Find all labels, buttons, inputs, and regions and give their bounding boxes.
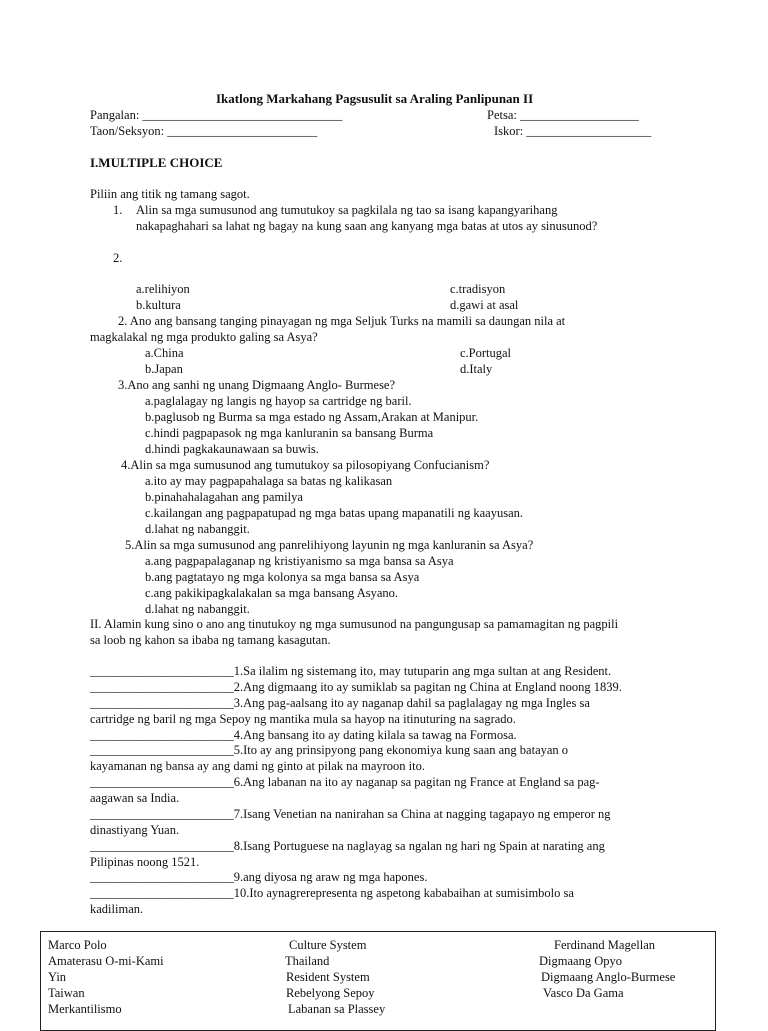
choice-item: Marco Polo (48, 938, 107, 952)
q1-line2: nakapaghahari sa lahat ng bagay na kung saan ang kanyang mga batas at utos ay sinusunod? (136, 219, 598, 233)
q5-option-b: b.ang pagtatayo ng mga kolonya sa mga bansa sa Asya (145, 570, 420, 584)
score-field: Iskor: ____________________ (494, 124, 652, 138)
page-title: Ikatlong Markahang Pagsusulit sa Araling Panlipunan II (216, 91, 534, 106)
q2-line2: magkalakal ng mga produkto galing sa Asya? (90, 330, 318, 344)
q1-number: 1. (113, 203, 123, 217)
identification-line: aagawan sa India. (90, 791, 180, 805)
choice-item: Ferdinand Magellan (554, 938, 656, 952)
identification-line: _______________________3.Ang pag-aalsang ito ay naganap dahil sa paglalagay ng mga Ingles sa (90, 696, 590, 710)
identification-line: _______________________7.Isang Venetian na nanirahan sa China at nagging tagapayo ng emperor ng (90, 807, 611, 821)
choice-item: Yin (48, 970, 67, 984)
section2-instruction-1: II. Alamin kung sino o ano ang tinutukoy ng mga sumusunod na pangungusap sa pamamagitan ng pagpili (90, 617, 619, 631)
q3-option-c: c.hindi pagpapasok ng mga kanluranin sa bansang Burma (145, 426, 434, 440)
q1-option-a: a.relihiyon (136, 282, 190, 296)
q1-option-c: c.tradisyon (450, 282, 506, 296)
blank-item-number: 2. (113, 251, 123, 265)
identification-line: _______________________8.Isang Portuguese na naglayag sa ngalan ng hari ng Spain at narating ang (90, 839, 605, 853)
section1-instruction: Piliin ang titik ng tamang sagot. (90, 187, 250, 201)
q4-option-b: b.pinahahalagahan ang pamilya (145, 490, 303, 504)
q1-option-b: b.kultura (136, 298, 181, 312)
identification-line: _______________________2.Ang digmaang ito ay sumiklab sa pagitan ng China at England noong 1839. (90, 680, 622, 694)
q4-line1: 4.Alin sa mga sumusunod ang tumutukoy sa pilosopiyang Confucianism? (121, 458, 490, 472)
choice-item: Digmaang Opyo (539, 954, 622, 968)
choice-item: Labanan sa Plassey (288, 1002, 386, 1016)
choice-item: Amaterasu O-mi-Kami (48, 954, 164, 968)
q2-option-d: d.Italy (460, 362, 493, 376)
choice-item: Digmaang Anglo-Burmese (541, 970, 676, 984)
choice-item: Rebelyong Sepoy (286, 986, 375, 1000)
q2-line1: 2. Ano ang bansang tanging pinayagan ng mga Seljuk Turks na mamili sa daungan nila at (118, 314, 566, 328)
name-field: Pangalan: ________________________________ (90, 108, 343, 122)
choice-item: Resident System (286, 970, 370, 984)
identification-line: kayamanan ng bansa ay ang dami ng ginto at pilak na mayroon ito. (90, 759, 425, 773)
choice-item: Vasco Da Gama (543, 986, 624, 1000)
q4-option-c: c.kailangan ang pagpapatupad ng mga batas upang mapanatili ng kaayusan. (145, 506, 523, 520)
q1-option-d: d.gawi at asal (450, 298, 519, 312)
q4-option-a: a.ito ay may pagpapahalaga sa batas ng kalikasan (145, 474, 393, 488)
q5-option-a: a.ang pagpapalaganap ng kristiyanismo sa mga bansa sa Asya (145, 554, 454, 568)
identification-line: Pilipinas noong 1521. (90, 855, 200, 869)
q4-option-d: d.lahat ng nabanggit. (145, 522, 250, 536)
q5-option-d: d.lahat ng nabanggit. (145, 602, 250, 616)
identification-line: cartridge ng baril ng mga Sepoy ng mantika mula sa hayop na itinuturing na sagrado. (90, 712, 516, 726)
q2-option-c: c.Portugal (460, 346, 512, 360)
section-field: Taon/Seksyon: ________________________ (90, 124, 318, 138)
identification-line: _______________________1.Sa ilalim ng sistemang ito, may tutuparin ang mga sultan at ang Resident. (90, 664, 612, 678)
choice-item: Culture System (289, 938, 367, 952)
choice-item: Thailand (285, 954, 330, 968)
choice-item: Taiwan (48, 986, 85, 1000)
identification-line: _______________________9.ang diyosa ng araw ng mga hapones. (90, 870, 428, 884)
q5-option-c: c.ang pakikipagkalakalan sa mga bansang Asyano. (145, 586, 399, 600)
q1-line1: Alin sa mga sumusunod ang tumutukoy sa pagkilala ng tao sa isang kapangyarihang (136, 203, 558, 217)
answer-choices-box (40, 931, 716, 1031)
q3-option-b: b.paglusob ng Burma sa mga estado ng Assam,Arakan at Manipur. (145, 410, 479, 424)
q2-option-a: a.China (145, 346, 184, 360)
identification-line: kadiliman. (90, 902, 144, 916)
identification-line: _______________________6.Ang labanan na ito ay naganap sa pagitan ng France at England sa pag- (90, 775, 600, 789)
section1-heading: I.MULTIPLE CHOICE (90, 155, 223, 170)
date-field: Petsa: ___________________ (487, 108, 639, 122)
q2-option-b: b.Japan (145, 362, 183, 376)
q3-line1: 3.Ano ang sanhi ng unang Digmaang Anglo- Burmese? (118, 378, 396, 392)
choice-item: Merkantilismo (48, 1002, 122, 1016)
section2-instruction-2: sa loob ng kahon sa ibaba ng tamang kasagutan. (90, 633, 331, 647)
q3-option-d: d.hindi pagkakaunawaan sa buwis. (145, 442, 319, 456)
q5-line1: 5.Alin sa mga sumusunod ang panrelihiyong layunin ng mga kanluranin sa Asya? (125, 538, 534, 552)
identification-line: _______________________10.Ito aynagrerepresenta ng aspetong kababaihan at sumisimbolo sa (90, 886, 574, 900)
q3-option-a: a.paglalagay ng langis ng hayop sa cartridge ng baril. (145, 394, 412, 408)
identification-line: _______________________5.Ito ay ang prinsipyong pang ekonomiya kung saan ang batayan o (90, 743, 569, 757)
identification-line: _______________________4.Ang bansang ito ay dating kilala sa tawag na Formosa. (90, 728, 517, 742)
identification-line: dinastiyang Yuan. (90, 823, 180, 837)
